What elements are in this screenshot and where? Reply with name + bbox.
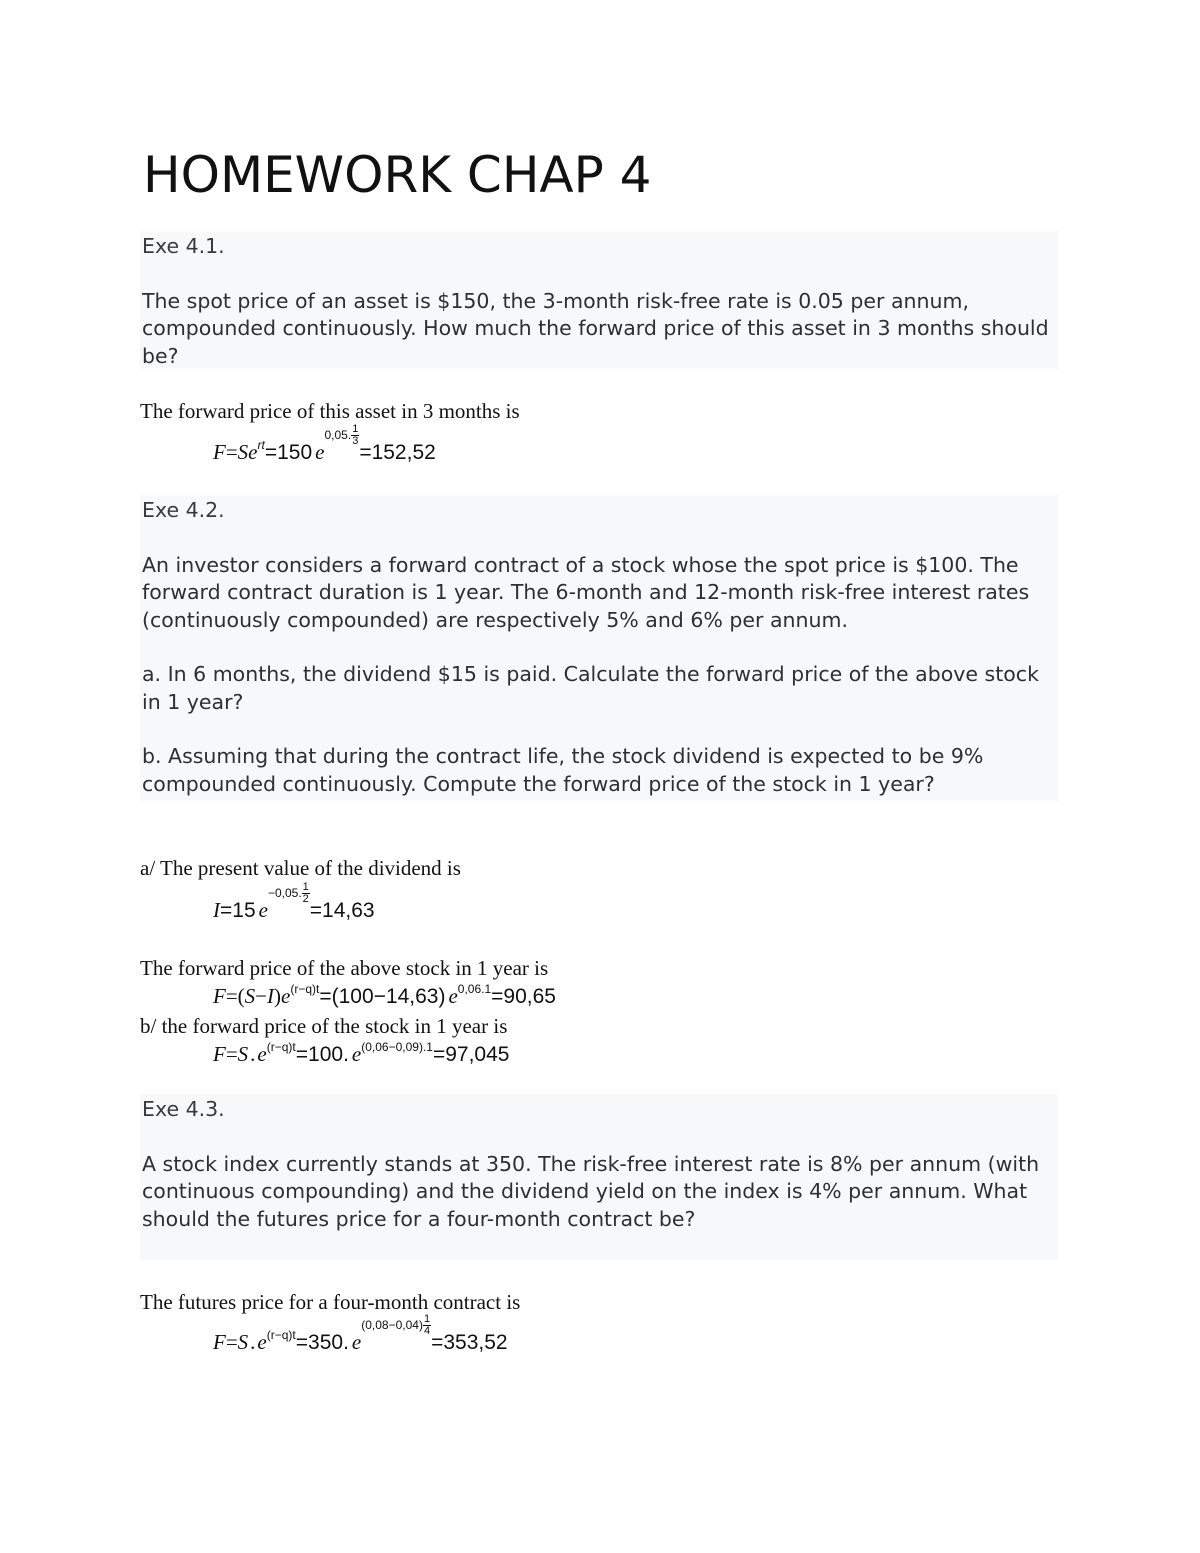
exercise-4-2-box xyxy=(140,495,1058,801)
formula-var: e xyxy=(315,440,325,464)
formula-exponent: 0,06.1 xyxy=(457,982,492,996)
answer-intro: The forward price of the above stock in 1 year is xyxy=(140,956,549,980)
formula-var: I xyxy=(267,984,275,1008)
page-title: HOMEWORK CHAP 4 xyxy=(143,146,652,204)
formula-var: F xyxy=(213,440,226,464)
formula-var: S xyxy=(237,440,249,464)
answer-intro: The forward price of this asset in 3 months is xyxy=(140,399,520,423)
formula-var: F xyxy=(213,1042,226,1066)
formula-exponent xyxy=(267,881,310,906)
formula-futures-price xyxy=(213,1313,508,1357)
formula-op: =( xyxy=(225,984,245,1008)
exercise-part-a: a. In 6 months, the dividend $15 is paid. Calculate the forward price of the above stock in 1 year? xyxy=(142,662,1039,714)
formula-exponent: (r−q)t xyxy=(266,1040,296,1054)
formula-op: ) xyxy=(274,984,282,1008)
formula-var: e xyxy=(351,1042,362,1066)
formula-forward-b xyxy=(213,1042,509,1067)
formula-var: S xyxy=(237,1330,249,1354)
formula-var: e xyxy=(257,1042,267,1066)
fraction-denominator: 4 xyxy=(423,1325,431,1338)
exercise-part-b: b. Assuming that during the contract life, the stock dividend is expected to be 9% compounded continuously. Compute the forward price of the stock in 1 year? xyxy=(142,744,984,796)
exponent-text: −0,05. xyxy=(267,886,302,900)
formula-result: =152,52 xyxy=(359,441,436,464)
formula-exponent: (r−q)t xyxy=(266,1328,296,1342)
formula-forward-a xyxy=(213,984,556,1009)
formula-dividend-pv xyxy=(213,881,375,925)
formula-op: − xyxy=(255,984,268,1008)
answer-intro: a/ The present value of the dividend is xyxy=(140,856,461,880)
formula-var: e xyxy=(258,898,268,922)
fraction-numerator: 1 xyxy=(352,423,359,436)
fraction-numerator: 1 xyxy=(423,1313,431,1326)
answer-intro: b/ the forward price of the stock in 1 year is xyxy=(140,1014,508,1038)
formula-var: S xyxy=(244,984,256,1008)
exercise-question: A stock index currently stands at 350. The risk-free interest rate is 8% per annum (with continuous compounding) and the dividend yield on the index is 4% per annum. What should the futures price for a four-month contract be? xyxy=(142,1151,1040,1231)
exponent-fraction xyxy=(302,882,310,905)
formula-value: =(100−14,63) xyxy=(319,985,446,1008)
exponent-text: 0,05. xyxy=(324,428,352,442)
formula-value: =15 xyxy=(220,899,256,922)
formula-exponent xyxy=(361,1313,431,1338)
formula-var: S xyxy=(237,1042,249,1066)
exponent-fraction xyxy=(351,424,359,447)
exercise-label: Exe 4.3. xyxy=(142,1097,225,1121)
formula-var: e xyxy=(257,1330,267,1354)
exercise-question: An investor considers a forward contract of a stock whose the spot price is $100. The forward contract duration is 1 year. The 6-month and 12-month risk-free interest rates (continuously compounded) are respectively 5% and 6% per annum. xyxy=(142,552,1030,632)
formula-value: =150 xyxy=(264,441,313,464)
formula-var: F xyxy=(213,984,226,1008)
formula-var: I xyxy=(213,898,220,922)
exponent-text: (0,08−0,04) xyxy=(361,1318,423,1332)
formula-exponent xyxy=(324,423,359,448)
formula-var: e xyxy=(248,440,258,464)
exercise-label: Exe 4.2. xyxy=(142,498,225,522)
formula-op: = xyxy=(225,440,238,464)
formula-value: =100. xyxy=(295,1043,349,1066)
formula-op: . xyxy=(250,1042,256,1066)
formula-exponent: (r−q)t xyxy=(290,982,320,996)
fraction-denominator: 2 xyxy=(302,893,309,906)
formula-exponent: rt xyxy=(257,438,265,452)
formula-var: F xyxy=(213,1330,226,1354)
formula-result: =353,52 xyxy=(431,1331,508,1354)
formula-var: e xyxy=(351,1330,362,1354)
fraction-denominator: 3 xyxy=(352,435,359,448)
formula-var: e xyxy=(281,984,291,1008)
formula-op: = xyxy=(225,1330,238,1354)
answer-intro: The futures price for a four-month contract is xyxy=(140,1290,521,1314)
exercise-question: The spot price of an asset is $150, the 3-month risk-free rate is 0.05 per annum, compounded continuously. How much the forward price of this asset in 3 months should be? xyxy=(142,288,1049,368)
exponent-fraction xyxy=(423,1314,431,1337)
exercise-label: Exe 4.1. xyxy=(142,234,225,258)
exercise-4-3-box xyxy=(140,1094,1058,1260)
formula-op: = xyxy=(225,1042,238,1066)
formula-result: =14,63 xyxy=(309,899,375,922)
formula-var: e xyxy=(448,984,458,1008)
exercise-4-1-box xyxy=(140,231,1058,369)
formula-exponent: (0,06−0,09).1 xyxy=(361,1040,433,1054)
formula-op: . xyxy=(250,1330,256,1354)
formula-value: =350. xyxy=(295,1331,349,1354)
formula-forward-price xyxy=(213,423,436,467)
formula-result: =90,65 xyxy=(491,985,556,1008)
formula-result: =97,045 xyxy=(432,1043,510,1066)
fraction-numerator: 1 xyxy=(302,881,309,894)
